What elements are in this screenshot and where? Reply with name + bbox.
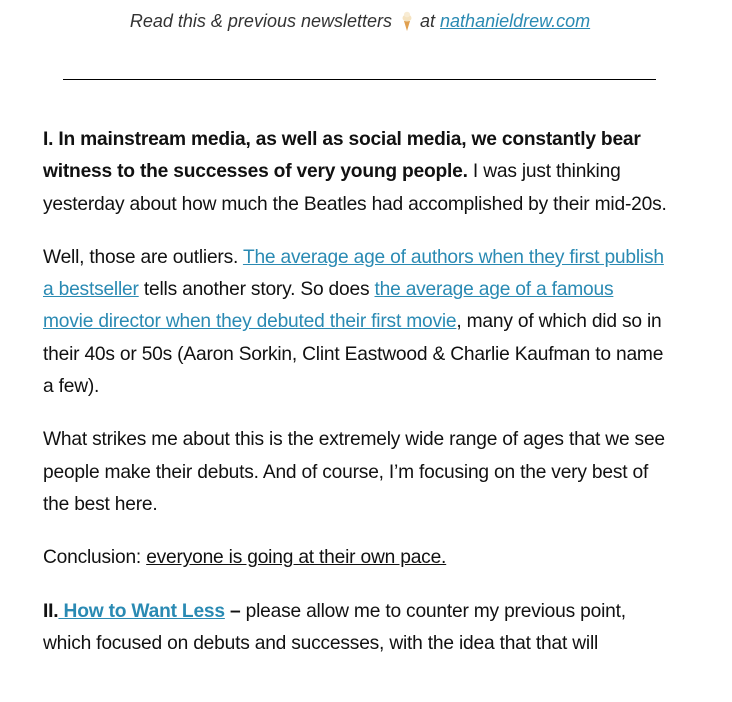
divider xyxy=(63,79,656,80)
conclusion-label: Conclusion: xyxy=(43,547,147,569)
paragraph-text: please allow me to counter my previous point, which focused on debuts and successes, with the idea that that will xyxy=(43,600,626,654)
section-2-numeral: II. xyxy=(43,600,59,622)
paragraph-text: tells another story. So does xyxy=(138,279,375,301)
website-link[interactable]: nathanieldrew.com xyxy=(440,11,591,31)
how-to-want-less-link[interactable]: How to Want Less xyxy=(58,600,225,622)
paragraph-3: What strikes me about this is the extremely wide range of ages that we see people make their debuts. And of course, I’m focusing on the very best of the best here. xyxy=(43,429,665,515)
section-1-heading: I. In mainstream media, as well as social media, we constantly bear witness to the successes of very young people. xyxy=(43,129,641,183)
conclusion-text: everyone is going at their own pace. xyxy=(146,547,447,569)
paragraph-text: Well, those are outliers. xyxy=(43,246,243,268)
paragraph-text: , many of which did so in their 40s or 50s (Aaron Sorkin, Clint Eastwood & Charlie Kaufman to name a few). xyxy=(43,311,664,398)
article-body xyxy=(43,124,668,681)
dash: – xyxy=(224,600,241,622)
authors-age-link[interactable]: The average age of authors when they first publish a bestseller xyxy=(43,246,664,301)
ice-cream-cone-icon xyxy=(401,10,413,32)
directors-age-link[interactable]: the average age of a famous movie director when they debuted their first movie xyxy=(43,279,614,333)
paragraph-2 xyxy=(43,242,668,403)
paragraph-1 xyxy=(43,124,668,221)
paragraph-text: I was just thinking yesterday about how much the Beatles had accomplished by their mid-20s. xyxy=(43,161,667,215)
newsletter-header xyxy=(0,10,720,32)
header-text: Read this & previous newsletters xyxy=(129,11,392,31)
paragraph-5 xyxy=(43,596,668,661)
conclusion xyxy=(43,542,668,574)
header-at: at xyxy=(415,11,441,31)
